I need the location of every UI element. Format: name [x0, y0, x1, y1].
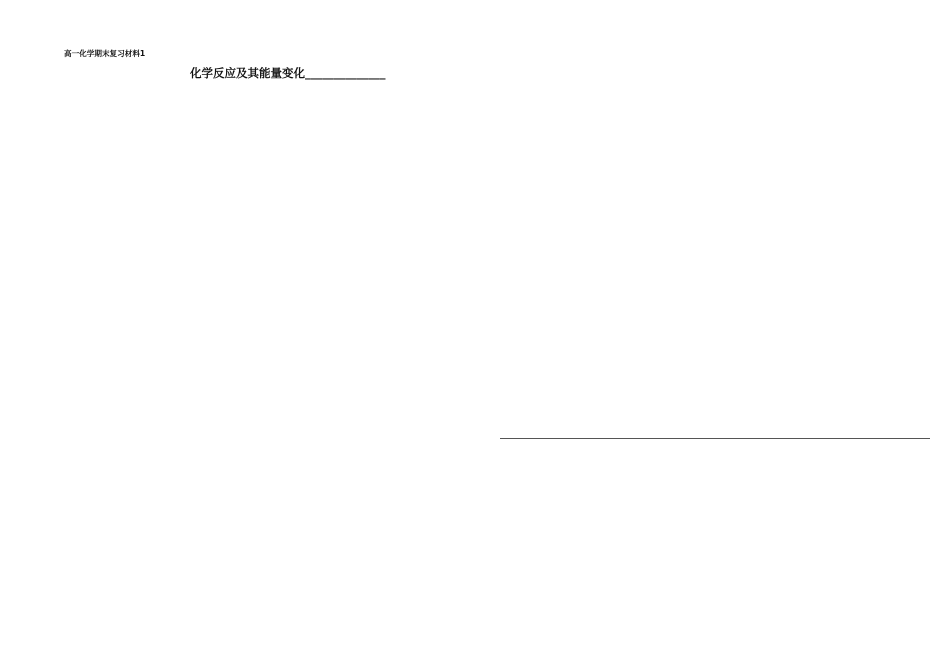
- document-title: 化学反应及其能量变化______________: [190, 66, 386, 80]
- section-divider: [500, 438, 930, 439]
- document-header: 高一化学期末复习材料1: [64, 49, 146, 58]
